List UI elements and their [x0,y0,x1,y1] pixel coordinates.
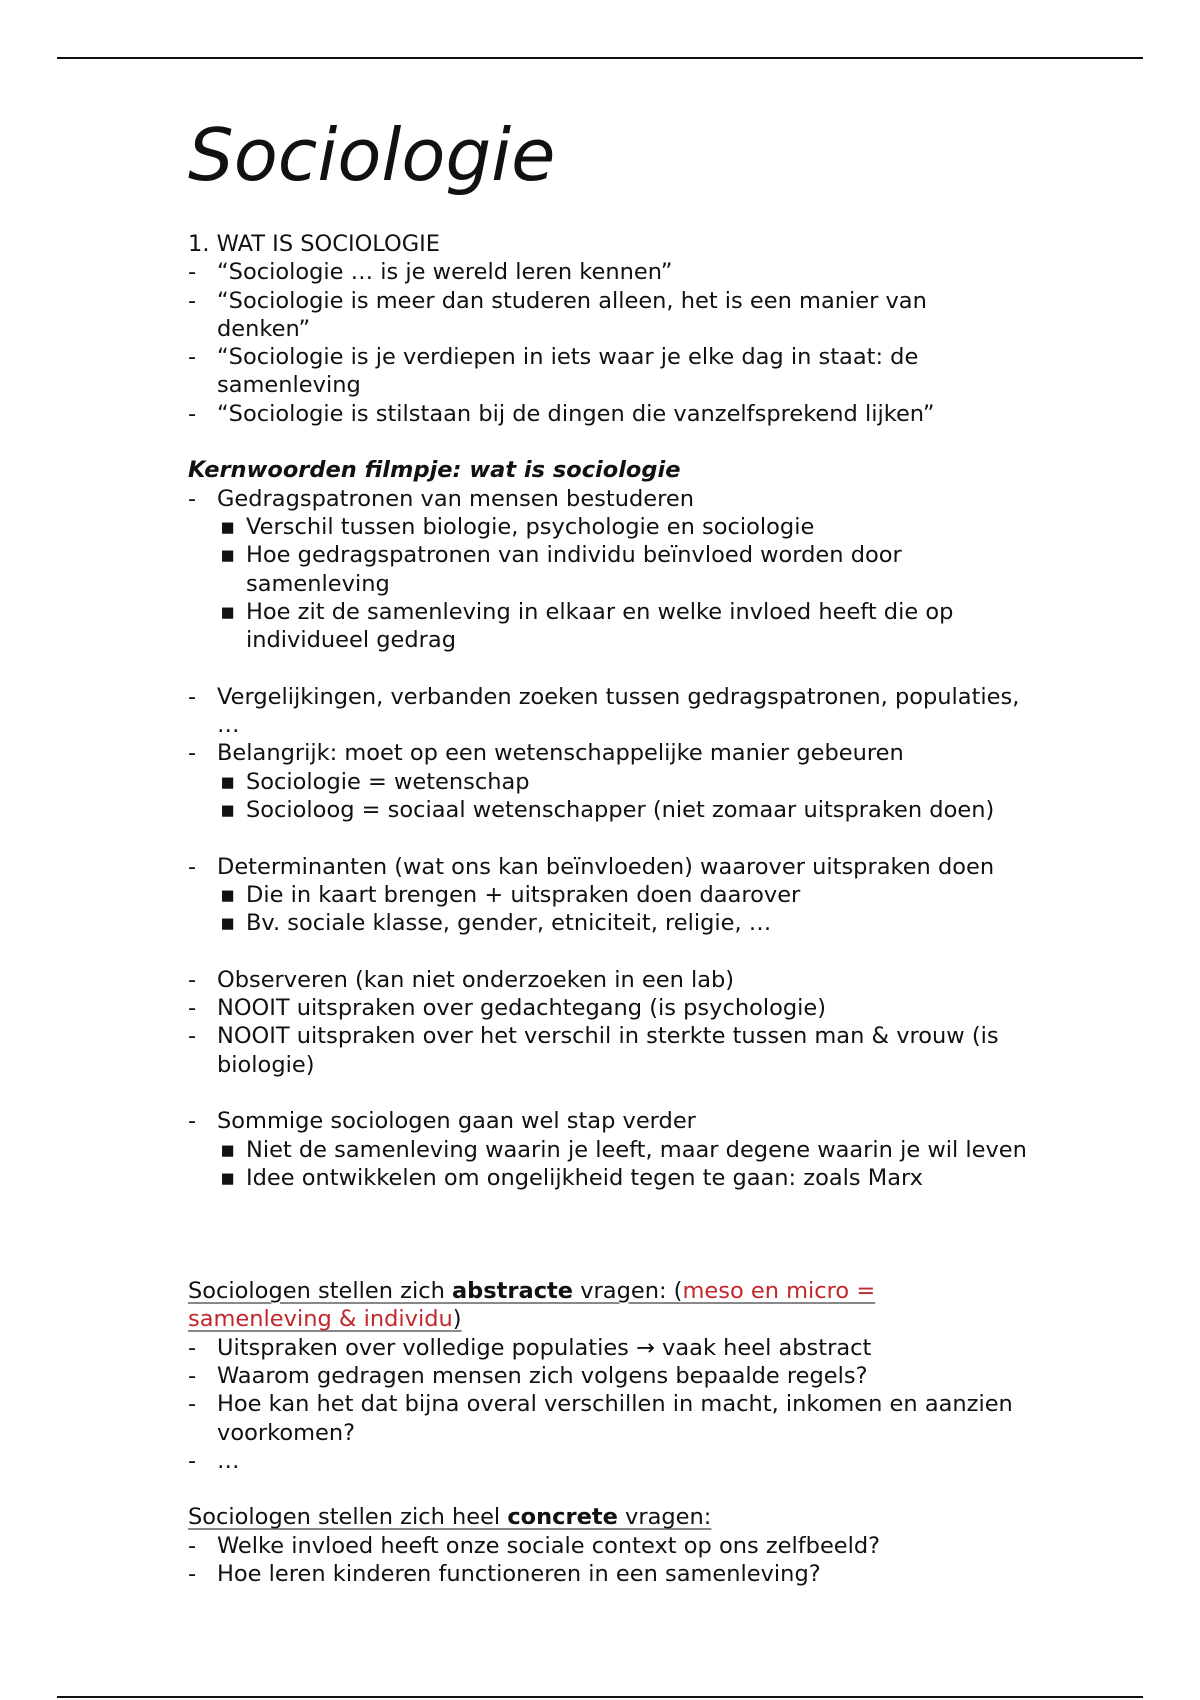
dash-marker: - [188,1391,197,1418]
dash-marker: - [188,740,197,767]
page-title: Sociologie [188,113,556,197]
sub-list-item: ▪ Die in kaart brengen + uitspraken doen daarover [220,881,801,908]
sub-list-item: ▪ Bv. sociale klasse, gender, etniciteit, religie, … [220,910,772,937]
dash-marker: - [188,1362,197,1389]
bullet-marker: ▪ [220,513,236,540]
dash-marker: - [188,259,197,286]
list-item: - NOOIT uitspraken over het verschil in sterkte tussen man & vrouw (is [188,1023,999,1050]
list-item: - Sommige sociologen gaan wel stap verder [188,1108,696,1135]
bullet-marker: ▪ [220,768,236,795]
list-item: - Observeren (kan niet onderzoeken in een lab) [188,966,735,993]
concrete-heading: Sociologen stellen zich heel concrete vragen: [188,1504,712,1531]
document-body [188,110,1118,1588]
bottom-rule [57,1696,1143,1698]
dash-marker: - [188,995,197,1022]
list-item: - “Sociologie is stilstaan bij de dingen die vanzelfsprekend lijken” [188,400,935,427]
bullet-marker: ▪ [220,1136,236,1163]
dash-marker: - [188,287,197,314]
sub-list-item: ▪ Verschil tussen biologie, psychologie en sociologie [220,513,815,540]
bullet-marker: ▪ [220,1164,236,1191]
sub-list-item: ▪ Hoe gedragspatronen van individu beïnvloed worden door [220,542,902,569]
abstract-heading-continuation: samenleving & individu) [188,1306,462,1333]
list-item: - Gedragspatronen van mensen bestuderen [188,485,694,512]
list-item: - “Sociologie is meer dan studeren alleen, het is een manier van [188,287,927,314]
list-item: - Uitspraken over volledige populaties → vaak heel abstract [188,1334,872,1361]
list-item: - Waarom gedragen mensen zich volgens bepaalde regels? [188,1362,868,1389]
list-item: - NOOIT uitspraken over gedachtegang (is psychologie) [188,995,827,1022]
list-item: - Welke invloed heeft onze sociale context op ons zelfbeeld? [188,1532,881,1559]
list-item: - Hoe kan het dat bijna overal verschillen in macht, inkomen en aanzien [188,1391,1013,1418]
list-item: - “Sociologie … is je wereld leren kennen” [188,259,673,286]
list-item: - … [188,1447,240,1474]
sub-list-item: ▪ Sociologie = wetenschap [220,768,530,795]
list-item: - “Sociologie is je verdiepen in iets waar je elke dag in staat: de [188,344,919,371]
section-heading: 1. WAT IS SOCIOLOGIE [188,231,441,257]
list-item: - Vergelijkingen, verbanden zoeken tussen gedragspatronen, populaties, [188,683,1020,710]
bullet-marker: ▪ [220,598,236,625]
dash-marker: - [188,1561,197,1588]
dash-marker: - [188,683,197,710]
bullet-marker: ▪ [220,881,236,908]
dash-marker: - [188,1334,197,1361]
dash-marker: - [188,344,197,371]
dash-marker: - [188,485,197,512]
list-item-continuation: biologie) [217,1051,315,1078]
dash-marker: - [188,1447,197,1474]
dash-marker: - [188,853,197,880]
sub-list-item-continuation: samenleving [246,570,390,597]
bullet-marker: ▪ [220,910,236,937]
abstract-heading: Sociologen stellen zich abstracte vragen: (meso en micro = [188,1278,876,1305]
list-item: - Belangrijk: moet op een wetenschappelijke manier gebeuren [188,740,904,767]
dash-marker: - [188,1023,197,1050]
dash-marker: - [188,1532,197,1559]
sub-list-item: ▪ Socioloog = sociaal wetenschapper (niet zomaar uitspraken doen) [220,796,995,823]
dash-marker: - [188,1108,197,1135]
top-rule [57,57,1143,59]
bullet-marker: ▪ [220,542,236,569]
sub-list-item: ▪ Niet de samenleving waarin je leeft, maar degene waarin je wil leven [220,1136,1027,1163]
sub-list-item: ▪ Idee ontwikkelen om ongelijkheid tegen te gaan: zoals Marx [220,1164,923,1191]
list-item: - Determinanten (wat ons kan beïnvloeden) waarover uitspraken doen [188,853,995,880]
list-item: - Hoe leren kinderen functioneren in een samenleving? [188,1561,821,1588]
list-item-continuation: denken” [217,315,311,342]
kernwoorden-heading: Kernwoorden filmpje: wat is sociologie [188,457,681,484]
dash-marker: - [188,966,197,993]
list-item-continuation: voorkomen? [217,1419,356,1446]
sub-list-item: ▪ Hoe zit de samenleving in elkaar en welke invloed heeft die op [220,598,954,625]
dash-marker: - [188,400,197,427]
list-item-continuation: … [217,712,240,739]
sub-list-item-continuation: individueel gedrag [246,627,456,654]
bullet-marker: ▪ [220,796,236,823]
list-item-continuation: samenleving [217,372,361,399]
